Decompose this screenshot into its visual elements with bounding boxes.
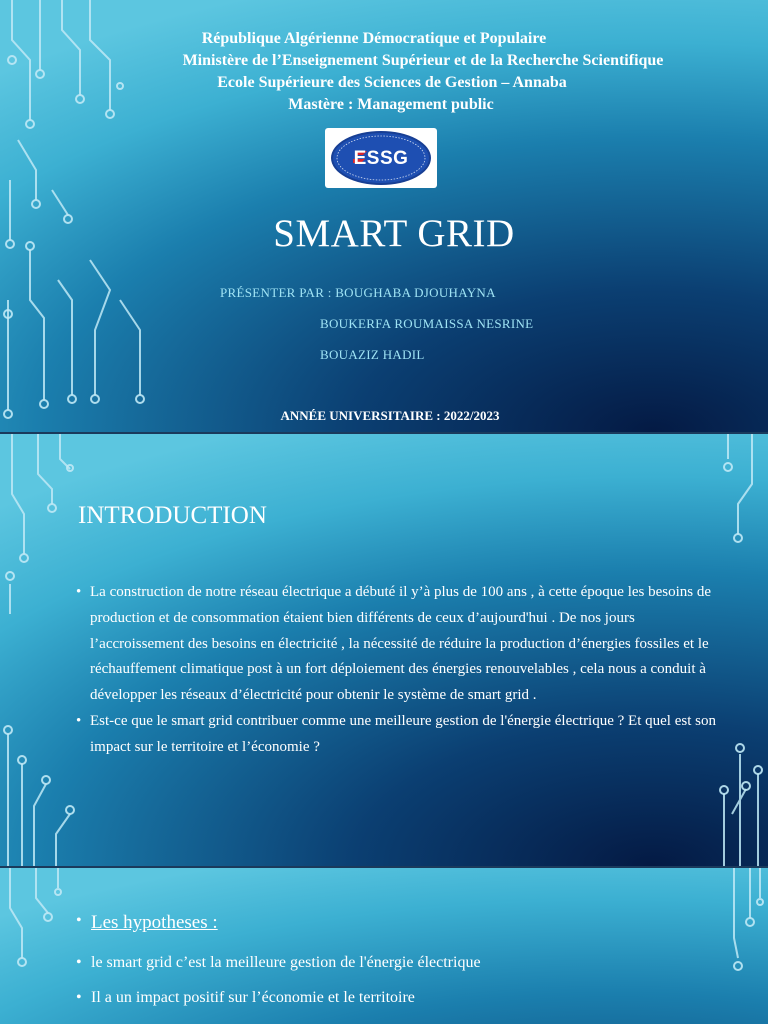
essg-logo — [325, 128, 437, 188]
hypotheses-heading-text: Les hypotheses : — [91, 912, 218, 933]
slide-title: SMART GRID — [273, 212, 515, 255]
circuit-decoration-left — [0, 868, 80, 1024]
bullet-text: La construction de notre réseau électrique a débuté il y’à plus de 100 ans , à cette époque les besoins de production et de consommation étaient bien différents de ceux d’aujourd'hui . De nos jours l’accroissement des besoins en électricité , la nécessité de réduire la production d’énergies fossiles et le réchauffement climatique post à un fort déploiement des énergies renouvelables , cela nous a conduit à développer les réseaux d’électricité pour obtenir le système de smart grid . — [90, 584, 712, 704]
bullet-marker: • — [76, 584, 82, 600]
bullet-marker: • — [76, 912, 82, 929]
header-line-2: Ministère de l’Enseignement Supérieur et de la Recherche Scientifique — [182, 52, 664, 69]
presenter-line-3: BOUAZIZ HADIL — [320, 347, 425, 362]
logo-text: ESSG — [353, 148, 409, 169]
header-line-1: République Algérienne Démocratique et Populaire — [201, 30, 547, 47]
hypothesis-text: Il a un impact positif sur l’économie et le territoire — [91, 989, 415, 1006]
bullet-marker: • — [76, 712, 82, 729]
logo-oval — [331, 131, 431, 185]
presenter-line-1: PRÉSENTER PAR : BOUGHABA DJOUHAYNA — [220, 285, 496, 300]
header-line-4: Mastère : Management public — [288, 96, 494, 113]
institution-header — [0, 28, 768, 116]
hypothesis-text: le smart grid c’est la meilleure gestion de l'énergie électrique — [91, 954, 481, 971]
presenter-line-2: BOUKERFA ROUMAISSA NESRINE — [320, 316, 534, 331]
bullet-text: Est-ce que le smart grid contribuer comme une meilleure gestion de l'énergie électrique ? Et quel est son impact sur le territoire et l’économie ? — [90, 712, 716, 755]
hypothesis-item-2 — [76, 989, 415, 1007]
circuit-decoration-right — [700, 868, 768, 1024]
section-title: INTRODUCTION — [78, 502, 267, 529]
introduction-bullets — [76, 580, 716, 761]
title-slide — [0, 0, 768, 432]
hypotheses-slide — [0, 868, 768, 1024]
academic-year: ANNÉE UNIVERSITAIRE : 2022/2023 — [280, 408, 500, 423]
header-line-3: Ecole Supérieure des Sciences de Gestion – Annaba — [217, 74, 567, 91]
bullet-marker: • — [76, 989, 82, 1006]
hypothesis-item-1 — [76, 954, 481, 972]
bullet-item — [76, 709, 716, 761]
hypotheses-heading — [76, 912, 218, 934]
bullet-marker: • — [76, 954, 82, 971]
introduction-slide — [0, 434, 768, 866]
bullet-item — [76, 580, 716, 709]
